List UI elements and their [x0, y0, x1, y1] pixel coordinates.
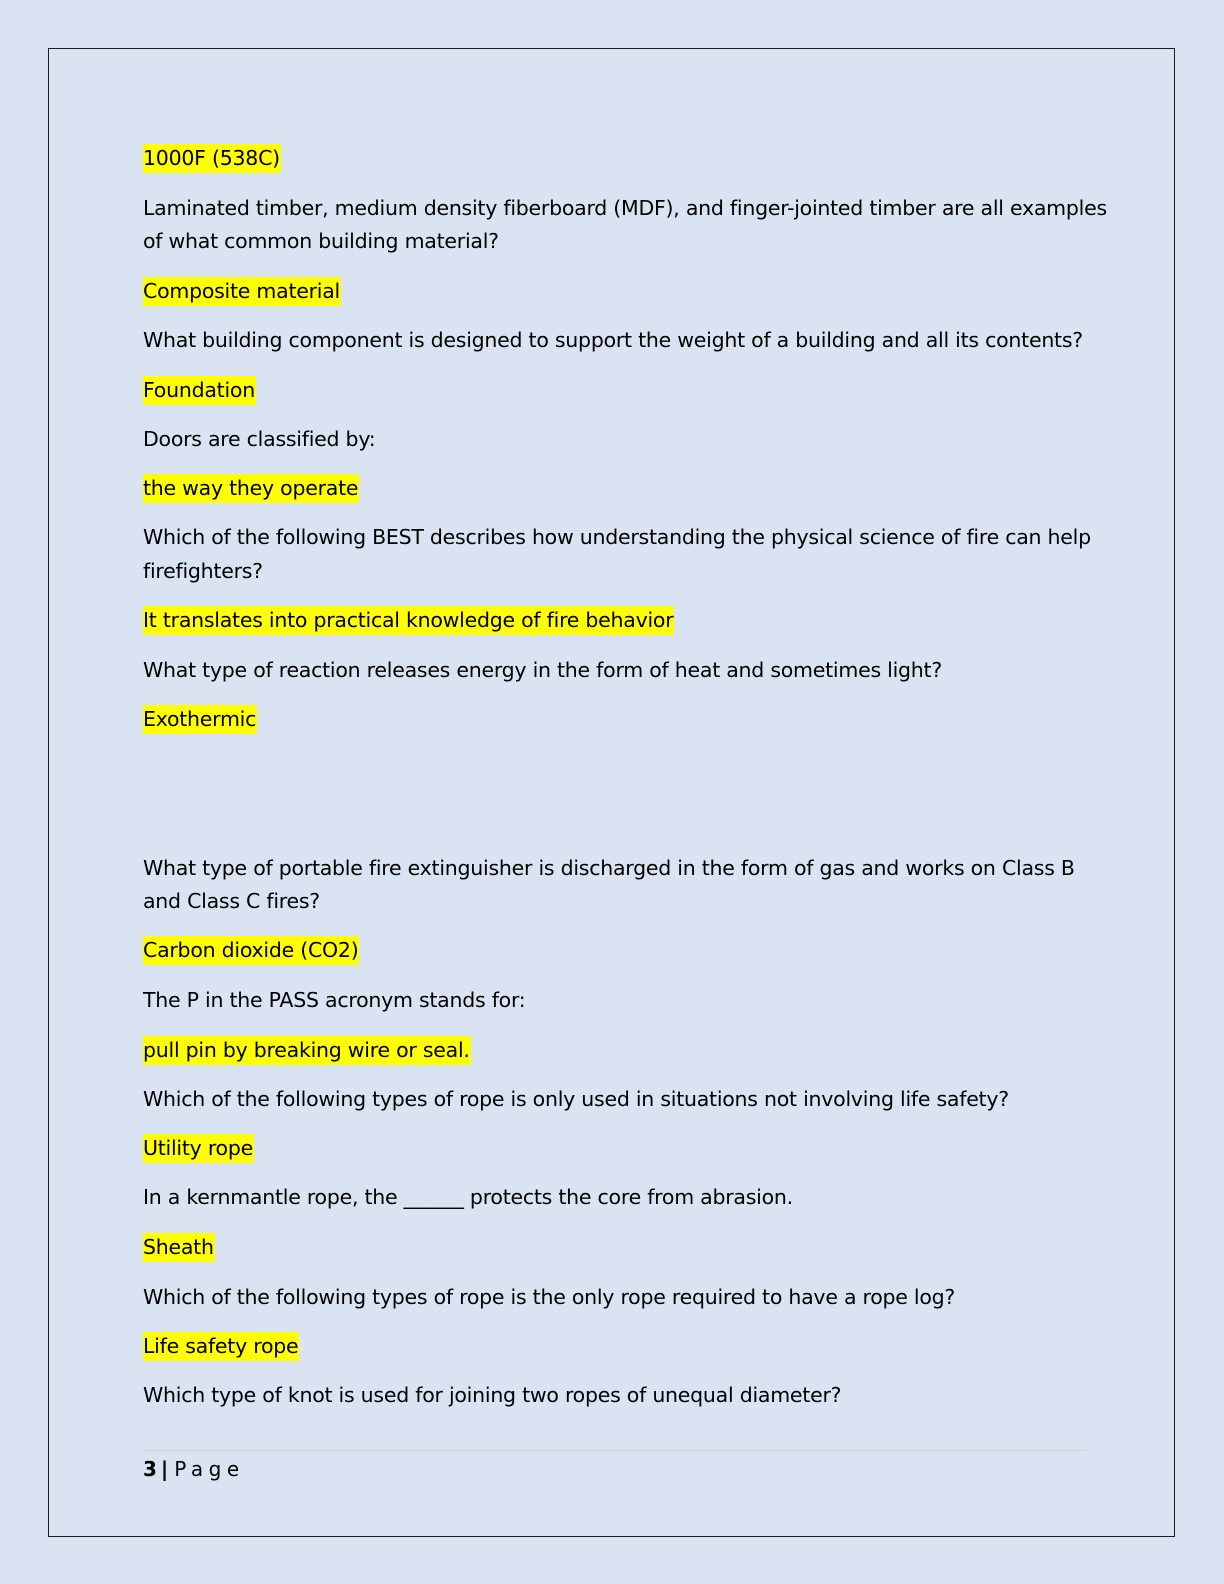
- page-label: Page: [174, 1457, 245, 1481]
- question-line: Which of the following types of rope is only used in situations not involving life safety?: [143, 1087, 1009, 1111]
- answer-line: Composite material: [143, 274, 341, 308]
- answer-line: the way they operate: [143, 471, 359, 505]
- answer-line: Exothermic: [143, 702, 257, 736]
- answer-line: pull pin by breaking wire or seal.: [143, 1033, 471, 1067]
- question-line: The P in the PASS acronym stands for:: [143, 988, 526, 1012]
- footer-divider: [143, 1450, 1086, 1451]
- question-line: What building component is designed to support the weight of a building and all its contents?: [143, 328, 1083, 352]
- question-line: Doors are classified by:: [143, 427, 376, 451]
- footer-separator: |: [160, 1457, 169, 1481]
- question-line: Which of the following BEST describes how understanding the physical science of fire can help: [143, 525, 1091, 549]
- answer-line: Foundation: [143, 373, 256, 407]
- question-line: Laminated timber, medium density fiberboard (MDF), and finger-jointed timber are all examples: [143, 196, 1107, 220]
- page-footer: [143, 1454, 245, 1484]
- question-line: In a kernmantle rope, the ______ protects the core from abrasion.: [143, 1185, 793, 1209]
- question-line: of what common building material?: [143, 229, 499, 253]
- question-line: What type of portable fire extinguisher is discharged in the form of gas and works on Class B: [143, 856, 1075, 880]
- question-line: What type of reaction releases energy in the form of heat and sometimes light?: [143, 658, 942, 682]
- answer-line: 1000F (538C): [143, 141, 281, 175]
- answer-line: Utility rope: [143, 1131, 254, 1165]
- answer-line: Sheath: [143, 1230, 215, 1264]
- answer-line: Carbon dioxide (CO2): [143, 933, 359, 967]
- page-number: 3: [143, 1457, 157, 1481]
- answer-line: Life safety rope: [143, 1329, 299, 1363]
- question-line: and Class C fires?: [143, 889, 320, 913]
- question-line: firefighters?: [143, 559, 263, 583]
- question-line: Which of the following types of rope is the only rope required to have a rope log?: [143, 1285, 956, 1309]
- question-line: Which type of knot is used for joining two ropes of unequal diameter?: [143, 1383, 842, 1407]
- answer-line: It translates into practical knowledge of fire behavior: [143, 603, 674, 637]
